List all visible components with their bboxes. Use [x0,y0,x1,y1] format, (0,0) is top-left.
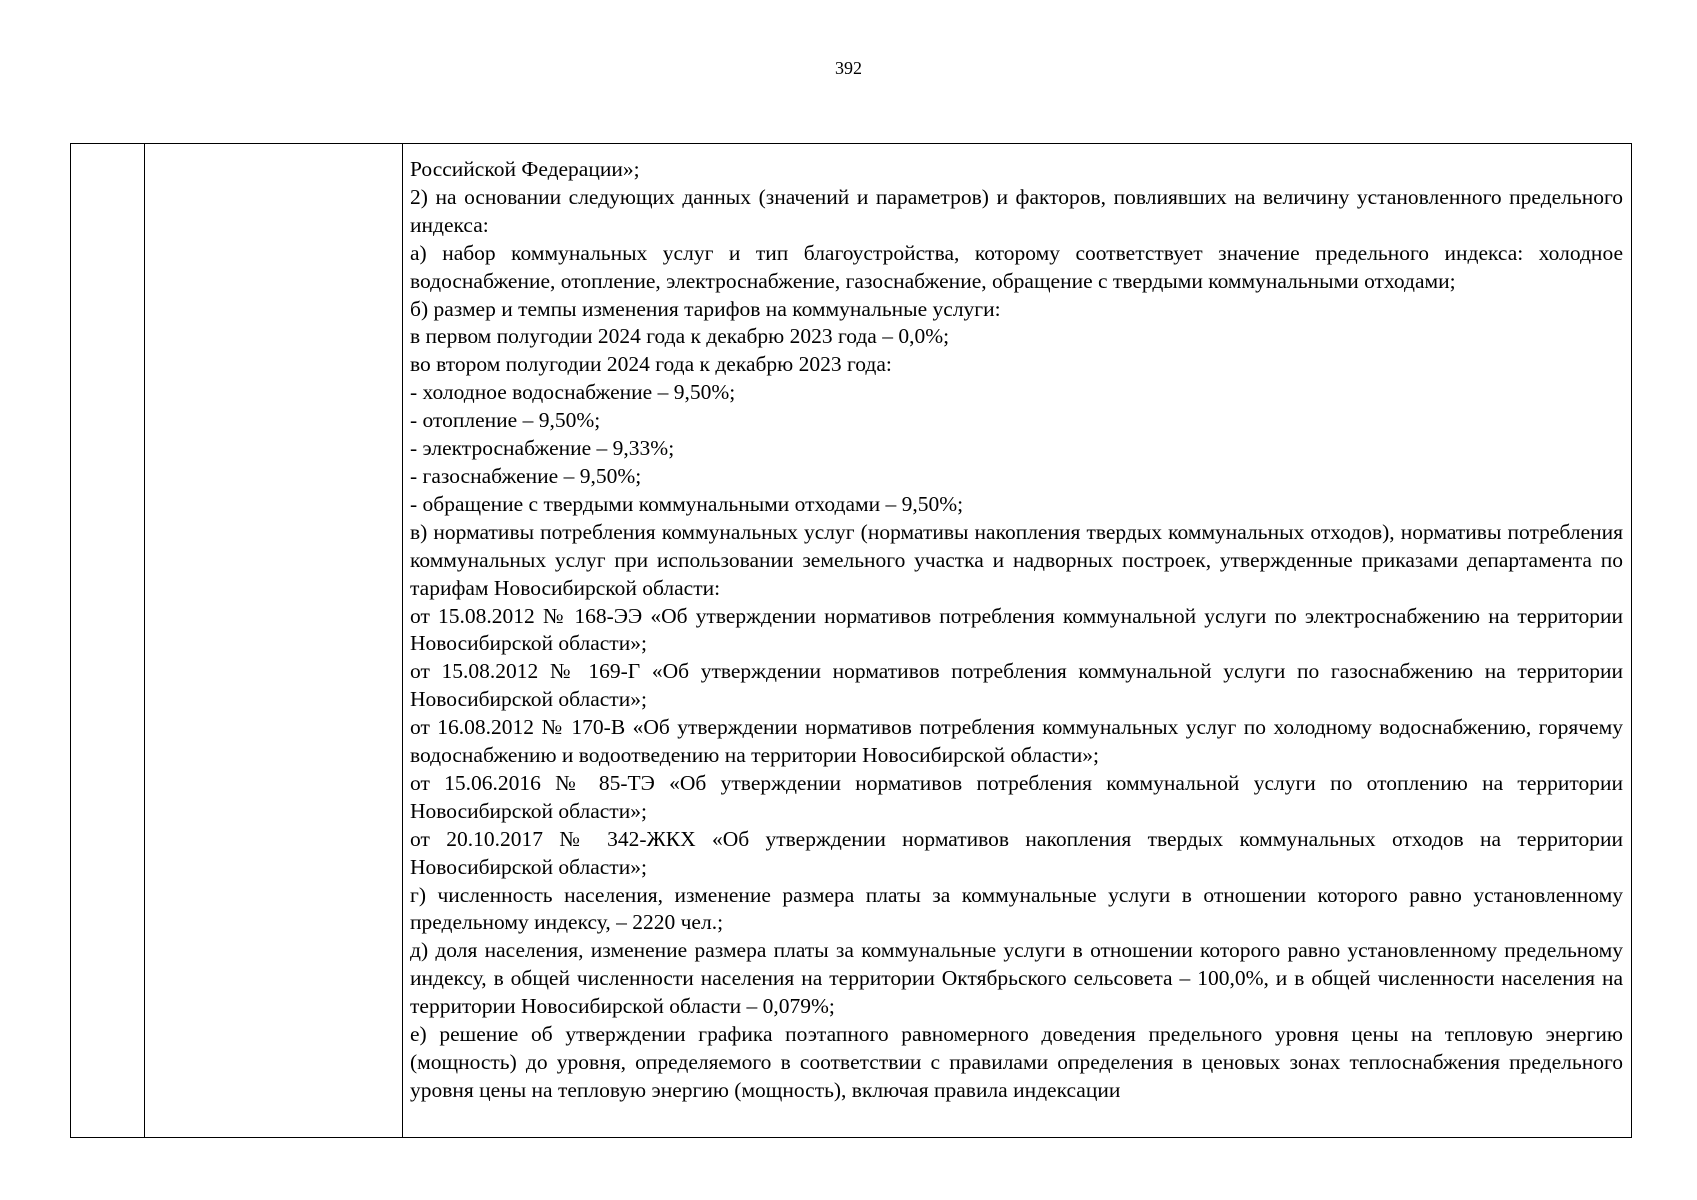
table-cell-content [403,144,1632,1138]
paragraph: 2) на основании следующих данных (значений и параметров) и факторов, повлиявших на величину установленного предельного индекса: [410,184,1623,237]
paragraph: а) набор коммунальных услуг и тип благоустройства, которому соответствует значение предельного индекса: холодное водоснабжение, отопление, электроснабжение, газоснабжение, обращение с твердыми коммунальными отходами; [410,240,1623,293]
table-cell-number [71,144,145,1138]
paragraph: от 15.08.2012 № 169-Г «Об утверждении нормативов потребления коммунальной услуги по газоснабжению на территории Новосибирской области»; [410,659,1623,712]
paragraph: е) решение об утверждении графика поэтапного равномерного доведения предельного уровня цены на тепловую энергию (мощность) до уровня, определяемого в соответствии с правилами определения в ценовых зонах теплоснабжения предельного уровня цены на тепловую энергию (мощность), включая правила индексации [410,1022,1623,1102]
paragraph: - отопление – 9,50%; [410,408,601,433]
paragraph: в) нормативы потребления коммунальных услуг (нормативы накопления твердых коммунальных отходов), нормативы потребления коммунальных услуг при использовании земельного участка и надворных построек, утвержденные приказами департамента по тарифам Новосибирской области: [410,519,1623,600]
paragraph: б) размер и темпы изменения тарифов на коммунальные услуги: [410,296,1001,321]
paragraph: - электроснабжение – 9,33%; [410,436,675,461]
paragraph: от 20.10.2017 № 342-ЖКХ «Об утверждении нормативов накопления твердых коммунальных отходов на территории Новосибирской области»; [410,826,1623,879]
paragraph: - газоснабжение – 9,50%; [410,463,642,488]
paragraph: - холодное водоснабжение – 9,50%; [410,380,736,405]
table-row [71,144,1632,1138]
paragraph: г) численность населения, изменение размера платы за коммунальные услуги в отношении которого равно установленному предельному индексу, – 2220 чел.; [410,882,1623,935]
paragraph: от 15.06.2016 № 85-ТЭ «Об утверждении нормативов потребления коммунальной услуги по отоплению на территории Новосибирской области»; [410,770,1623,823]
paragraph: в первом полугодии 2024 года к декабрю 2023 года – 0,0%; [410,324,950,349]
paragraph: от 16.08.2012 № 170-В «Об утверждении нормативов потребления коммунальных услуг по холодному водоснабжению, горячему водоснабжению и водоотведению на территории Новосибирской области»; [410,715,1623,768]
paragraph: Российской Федерации»; [410,157,640,181]
paragraph: от 15.08.2012 № 168-ЭЭ «Об утверждении нормативов потребления коммунальной услуги по электроснабжению на территории Новосибирской области»; [410,603,1623,656]
table-cell-name [145,144,403,1138]
paragraph: д) доля населения, изменение размера платы за коммунальные услуги в отношении которого равно установленному предельному индексу, в общей численности населения на территории Октябрьского сельсовета – 100,0%, и в общей численности населения на территории Новосибирской области – 0,079%; [410,938,1623,1019]
document-table [70,143,1632,1138]
page-number: 392 [835,58,862,78]
paragraph: во втором полугодии 2024 года к декабрю 2023 года: [410,352,892,377]
paragraph: - обращение с твердыми коммунальными отходами – 9,50%; [410,491,964,516]
content-text [410,156,1623,1105]
